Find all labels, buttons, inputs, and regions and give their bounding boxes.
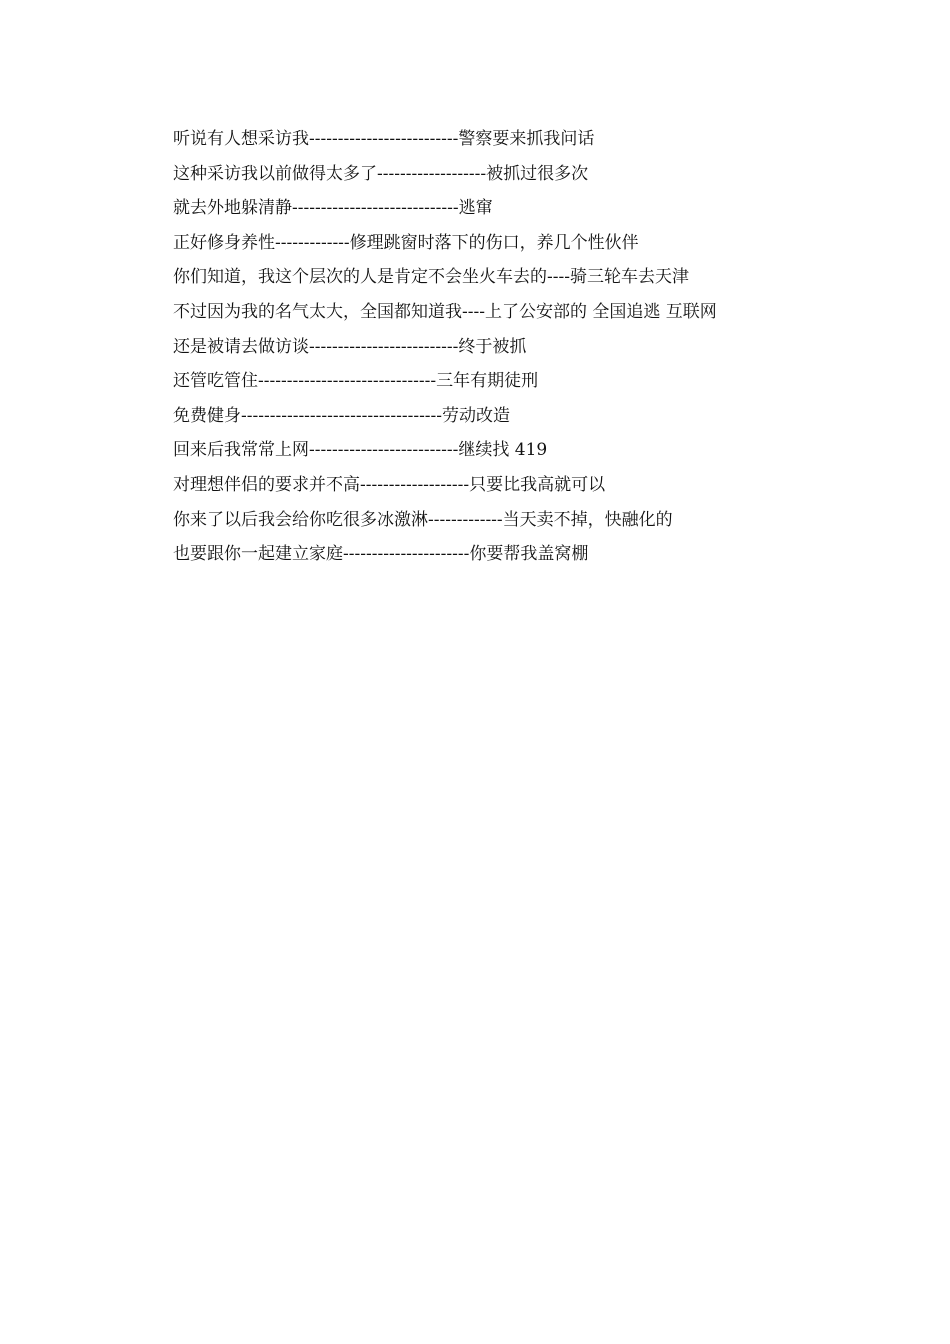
text-line-9: 免费健身-----------------------------------劳动改造 bbox=[173, 405, 511, 426]
text-line-2: 这种采访我以前做得太多了-------------------被抓过很多次 bbox=[173, 163, 589, 184]
text-line-3: 就去外地躲清静-----------------------------逃窜 bbox=[173, 198, 493, 219]
text-line-8: 还管吃管住-------------------------------三年有期徒刑 bbox=[173, 371, 539, 392]
text-line-1: 听说有人想采访我--------------------------警察要来抓我问话 bbox=[173, 129, 595, 149]
text-line-12: 你来了以后我会给你吃很多冰激淋-------------当天卖不掉，快融化的 bbox=[173, 509, 673, 530]
text-line-10: 回来后我常常上网--------------------------继续找 419 bbox=[173, 440, 548, 461]
text-line-7: 还是被请去做访谈--------------------------终于被抓 bbox=[173, 336, 527, 357]
text-line-11: 对理想伴侣的要求并不高-------------------只要比我高就可以 bbox=[173, 474, 606, 495]
text-line-6: 不过因为我的名气太大，全国都知道我----上了公安部的 全国追逃 互联网 bbox=[173, 301, 717, 322]
text-line-5: 你们知道，我这个层次的人是肯定不会坐火车去的----骑三轮车去天津 bbox=[173, 267, 689, 288]
text-line-13: 也要跟你一起建立家庭----------------------你要帮我盖窝棚 bbox=[173, 544, 589, 565]
text-block bbox=[173, 122, 913, 572]
text-line-4: 正好修身养性-------------修理跳窗时落下的伤口，养几个性伙伴 bbox=[173, 232, 639, 253]
